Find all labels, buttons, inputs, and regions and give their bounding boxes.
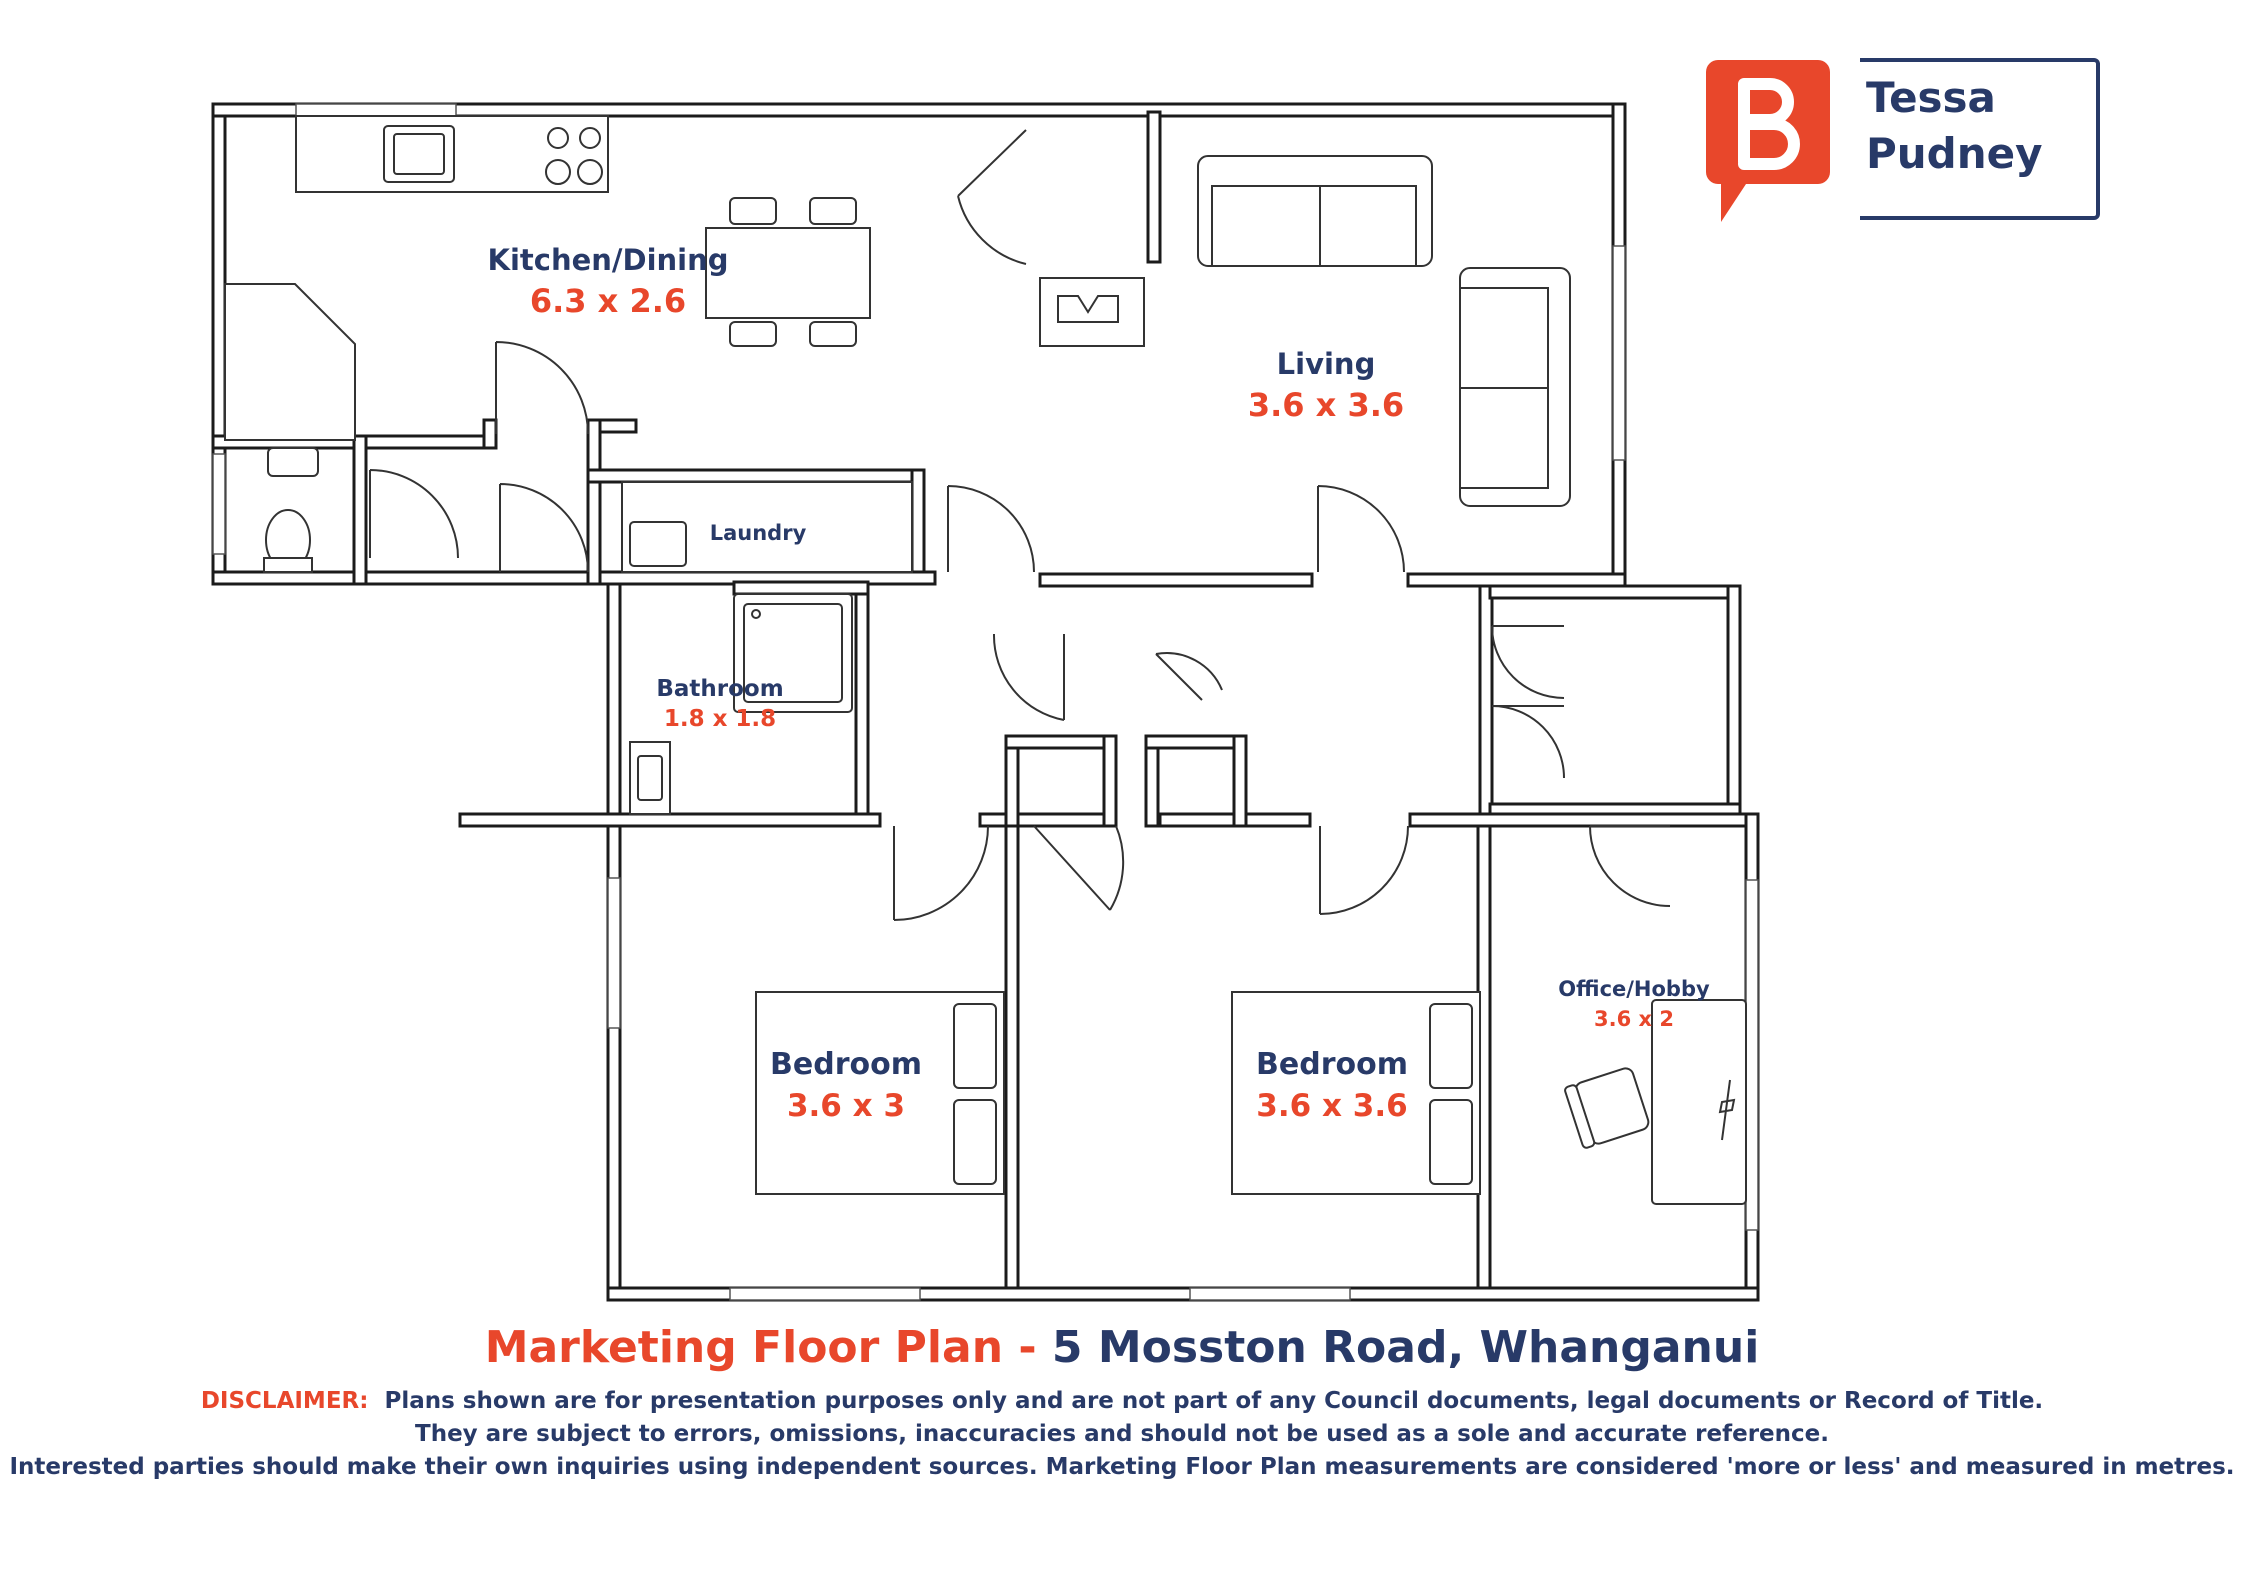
plan-title-address: 5 Mosston Road, Whanganui	[1051, 1322, 1760, 1373]
living-name: Living	[1276, 347, 1376, 381]
plan-title-prefix: Marketing Floor Plan -	[484, 1322, 1052, 1373]
bathroom-dims: 1.8 x 1.8	[663, 706, 777, 732]
brand-name: Tessa Pudney	[1866, 73, 2043, 178]
disclaimer-label: DISCLAIMER:	[200, 1388, 369, 1414]
laundry-name: Laundry	[709, 521, 807, 545]
disclaimer-line-3: Interested parties should make their own inquiries using independent sources. Marketing Floor Plan measurements are considered 'more or less' and measured in metres.	[9, 1454, 2235, 1480]
disclaimer-text-1: Plans shown are for presentation purposes only and are not part of any Council documents, legal documents or Record of Title.	[368, 1388, 2044, 1414]
disclaimer-line-2: They are subject to errors, omissions, inaccuracies and should not be used as a sole and accurate reference.	[415, 1421, 1829, 1447]
brand-logo-icon	[1706, 60, 1830, 222]
kitchen-name: Kitchen/Dining	[487, 243, 729, 277]
bathroom-name: Bathroom	[656, 676, 784, 702]
office-name: Office/Hobby	[1558, 977, 1710, 1001]
disclaimer-line-1	[0, 1385, 2244, 1418]
office-dims: 3.6 x 2	[1594, 1007, 1674, 1031]
bedroom1-dims: 3.6 x 3	[786, 1088, 906, 1124]
kitchen-dims: 6.3 x 2.6	[529, 282, 687, 320]
plan-title	[0, 1322, 2244, 1373]
bedroom1-name: Bedroom	[770, 1047, 922, 1082]
bedroom2-name: Bedroom	[1256, 1047, 1408, 1082]
bedroom2-dims: 3.6 x 3.6	[1256, 1088, 1408, 1124]
furniture	[225, 116, 1746, 1204]
living-dims: 3.6 x 3.6	[1247, 386, 1405, 424]
